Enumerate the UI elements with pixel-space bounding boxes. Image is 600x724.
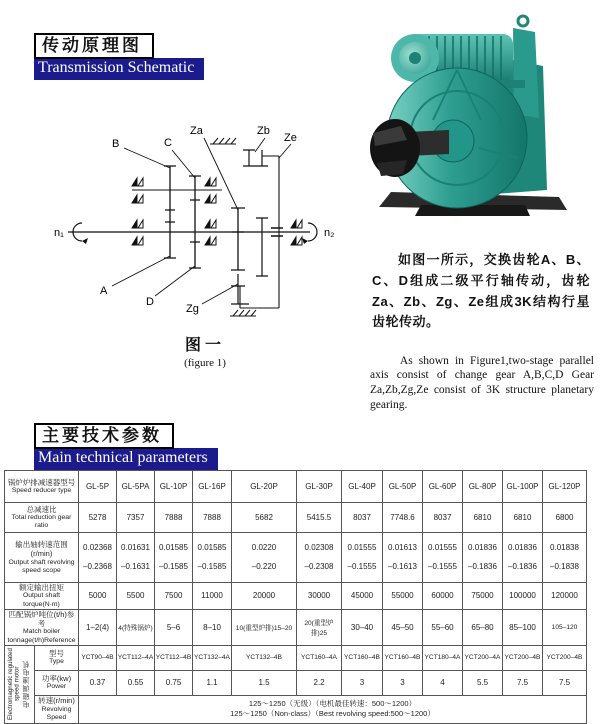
speed-scope-cell <box>117 533 155 583</box>
gear-label-ze: Ze <box>284 132 297 144</box>
motor-type-cell: YCT160–4B <box>383 645 423 670</box>
row-label-en: Total reduction gear ratio <box>11 514 72 530</box>
power-cell: 7.5 <box>543 670 587 695</box>
row-label-en: Speed reducer type <box>11 487 72 495</box>
ratio-cell: 7357 <box>117 503 155 533</box>
revolving-speed-cell <box>79 695 587 723</box>
output-speed-label-n2: n₂ <box>324 227 335 239</box>
speed-lower: –0.1613 <box>388 561 417 571</box>
table-row <box>5 503 587 533</box>
speed-scope-cell <box>383 533 423 583</box>
tonnage-cell: 65–80 <box>463 609 503 645</box>
speed-scope-cell <box>423 533 463 583</box>
row-label-cn: 匹配锅炉吨位(t/h)参考 <box>8 609 75 629</box>
model-column-header: GL-20P <box>232 471 297 503</box>
row-label <box>5 471 79 503</box>
speed-scope-cell <box>503 533 543 583</box>
ratio-cell: 5415.5 <box>297 503 342 533</box>
motor-type-cell: YCT90–4B <box>79 645 117 670</box>
parameters-table-wrap <box>4 470 587 724</box>
model-column-header: GL-40P <box>342 471 383 503</box>
table-row <box>5 471 587 503</box>
row-label-en: Revolving Speed <box>41 705 72 721</box>
tonnage-cell: 20(重型炉排)25 <box>297 609 342 645</box>
speed-lower: –0.1631 <box>121 561 150 571</box>
speed-scope-cell <box>193 533 232 583</box>
section1-title-cn: 传动原理图 <box>34 33 154 59</box>
row-label-cn: 功率(kw) <box>41 673 72 683</box>
speed-scope-cell <box>297 533 342 583</box>
row-label-en: Match boiler tonnage(t/h)Reference <box>7 628 76 644</box>
gear-label-b: B <box>112 138 120 150</box>
torque-cell: 30000 <box>297 583 342 610</box>
row-label-cn: 输出轴转速范围(r/min) <box>15 539 68 559</box>
motor-type-cell: YCT132–4B <box>232 645 297 670</box>
torque-cell: 7500 <box>155 583 193 610</box>
speed-lower: –0.1555 <box>347 561 377 571</box>
table-row <box>5 645 587 670</box>
model-column-header: GL-10P <box>155 471 193 503</box>
gear-label-zg: Zg <box>186 303 199 315</box>
power-cell: 0.55 <box>117 670 155 695</box>
row-label <box>5 503 79 533</box>
section2-title-cn: 主要技术参数 <box>34 423 174 449</box>
ratio-cell: 6800 <box>543 503 587 533</box>
ratio-cell: 7888 <box>193 503 232 533</box>
ratio-cell: 6810 <box>503 503 543 533</box>
row-label <box>35 695 79 723</box>
section1-title-en: Transmission Schematic <box>34 58 204 80</box>
ratio-cell: 7748.6 <box>383 503 423 533</box>
speed-upper: 0.01836 <box>508 542 537 552</box>
row-label-en: Power <box>46 683 67 691</box>
speed-upper: 0.0220 <box>251 542 277 552</box>
torque-cell: 55000 <box>383 583 423 610</box>
gear-label-a: A <box>100 285 108 297</box>
row-label <box>5 533 79 583</box>
tonnage-cell: 55–60 <box>423 609 463 645</box>
speed-scope-cell <box>463 533 503 583</box>
row-label-cn: 总减速比 <box>26 504 57 514</box>
figure-caption <box>130 332 280 369</box>
motor-type-cell: YCT200–4B <box>543 645 587 670</box>
speed-lower: –0.1836 <box>468 561 497 571</box>
row-label <box>35 645 79 670</box>
motor-type-cell: YCT112–4A <box>117 645 155 670</box>
speed-lower: –0.1836 <box>508 561 537 571</box>
row-label <box>5 609 79 645</box>
speed-upper: 0.01585 <box>197 542 227 552</box>
power-cell: 0.37 <box>79 670 117 695</box>
speed-upper: 0.01555 <box>347 542 377 552</box>
table-row <box>5 583 587 610</box>
torque-cell: 75000 <box>463 583 503 610</box>
torque-cell: 5000 <box>79 583 117 610</box>
motor-group-label-cn: 电磁调速电机 <box>22 660 30 709</box>
speed-scope-cell <box>155 533 193 583</box>
row-label <box>35 670 79 695</box>
motor-type-cell: YCT160–4B <box>342 645 383 670</box>
speed-lower: –0.1838 <box>550 561 579 571</box>
torque-cell: 20000 <box>232 583 297 610</box>
tonnage-cell: 30–40 <box>342 609 383 645</box>
torque-cell: 120000 <box>543 583 587 610</box>
speed-lower: –0.1585 <box>159 561 188 571</box>
table-row <box>5 695 587 723</box>
model-column-header: GL-30P <box>297 471 342 503</box>
torque-cell: 100000 <box>503 583 543 610</box>
model-column-header: GL-5P <box>79 471 117 503</box>
ratio-cell: 8037 <box>423 503 463 533</box>
model-column-header: GL-5PA <box>117 471 155 503</box>
ratio-cell: 7888 <box>155 503 193 533</box>
table-row <box>5 609 587 645</box>
torque-cell: 11000 <box>193 583 232 610</box>
description-cn: 如图一所示，交换齿轮A、B、C、D组成二级平行轴传动，齿轮Za、Zb、Zg、Ze组成3K结构行星齿轮传动。 <box>372 252 590 330</box>
description-en: As shown in Figure1,two-stage parallel axis consist of change gear A,B,C,D Gear Za,Zb,Zg,Ze consist of 3K structure planetary gearing. <box>370 354 594 412</box>
speed-upper: 0.01838 <box>550 542 579 552</box>
speed-lower: –0.1555 <box>428 561 457 571</box>
speed-lower: –0.2308 <box>304 561 334 571</box>
row-label-cn: 转速(r/min) <box>38 696 75 706</box>
gear-label-c: C <box>164 137 172 149</box>
gear-label-zb: Zb <box>257 125 270 137</box>
figure-caption-en: (figure 1) <box>184 357 226 369</box>
speed-upper: 0.01555 <box>428 542 457 552</box>
section-parameters-heading <box>34 423 218 470</box>
tonnage-cell: 105–120 <box>543 609 587 645</box>
motor-group-label-wrap <box>5 648 34 720</box>
power-cell: 2.2 <box>297 670 342 695</box>
model-column-header: GL-80P <box>463 471 503 503</box>
speed-scope-cell <box>232 533 297 583</box>
power-cell: 4 <box>423 670 463 695</box>
torque-cell: 60000 <box>423 583 463 610</box>
tonnage-cell: 8–10 <box>193 609 232 645</box>
revolving-speed-cn: 125～1250（无级）（电机最佳转速：500～1200） <box>248 699 417 709</box>
transmission-schematic-diagram <box>52 100 352 336</box>
gear-reducer-photo <box>363 8 591 220</box>
speed-upper: 0.01631 <box>121 542 150 552</box>
tonnage-cell: 85–100 <box>503 609 543 645</box>
ratio-cell: 5278 <box>79 503 117 533</box>
motor-type-cell: YCT132–4A <box>193 645 232 670</box>
speed-lower: –0.1585 <box>197 561 227 571</box>
speed-scope-cell <box>79 533 117 583</box>
motor-group-label-en: Electromagnetic regulated speed motor <box>6 648 20 721</box>
tonnage-cell: 10(重型炉排)15–20 <box>232 609 297 645</box>
motor-type-cell: YCT200–4A <box>463 645 503 670</box>
speed-scope-cell <box>543 533 587 583</box>
speed-upper: 0.02308 <box>304 542 334 552</box>
speed-upper: 0.02368 <box>83 542 112 552</box>
parameters-table-body <box>5 471 587 724</box>
parameters-table <box>4 470 587 724</box>
gear-label-za: Za <box>190 125 203 137</box>
model-column-header: GL-100P <box>503 471 543 503</box>
tonnage-cell: 5–6 <box>155 609 193 645</box>
motor-type-cell: YCT180–4A <box>423 645 463 670</box>
power-cell: 0.75 <box>155 670 193 695</box>
gear-label-d: D <box>146 296 154 308</box>
row-label-cn: 额定输出扭矩 <box>19 583 64 592</box>
section-transmission-heading <box>34 33 204 80</box>
speed-upper: 0.01836 <box>468 542 497 552</box>
tonnage-cell: 45–50 <box>383 609 423 645</box>
table-row <box>5 670 587 695</box>
ratio-cell: 8037 <box>342 503 383 533</box>
power-cell: 5.5 <box>463 670 503 695</box>
row-label-en: Output shaft torque(N·m) <box>22 592 61 608</box>
tonnage-cell: 1–2(4) <box>79 609 117 645</box>
model-column-header: GL-50P <box>383 471 423 503</box>
power-cell: 3 <box>342 670 383 695</box>
row-label-cn: 锅炉炉排减速器型号 <box>7 477 76 487</box>
speed-upper: 0.01585 <box>159 542 188 552</box>
torque-cell: 5500 <box>117 583 155 610</box>
ratio-cell: 6810 <box>463 503 503 533</box>
row-label-cn: 型号 <box>49 648 64 658</box>
power-cell: 3 <box>383 670 423 695</box>
speed-upper: 0.01613 <box>388 542 417 552</box>
motor-type-cell: YCT200–4B <box>503 645 543 670</box>
ratio-cell: 5682 <box>232 503 297 533</box>
speed-lower: –0.220 <box>251 561 277 571</box>
table-row <box>5 533 587 583</box>
power-cell: 7.5 <box>503 670 543 695</box>
power-cell: 1.1 <box>193 670 232 695</box>
tonnage-cell: 4(特殊锅炉) <box>117 609 155 645</box>
model-column-header: GL-16P <box>193 471 232 503</box>
motor-type-cell: YCT112–4B <box>155 645 193 670</box>
section2-title-en: Main technical parameters <box>34 448 218 470</box>
revolving-speed-en: 125～1250（Non-class）（Best revolving speed:500～1200） <box>230 709 435 719</box>
model-column-header: GL-60P <box>423 471 463 503</box>
row-label-en: Output shaft revolving speed scope <box>8 558 75 574</box>
speed-lower: –0.2368 <box>83 561 112 571</box>
power-cell: 1.5 <box>232 670 297 695</box>
figure-caption-cn: 图一 <box>184 337 225 354</box>
row-label-en: Type <box>49 658 64 666</box>
torque-cell: 45000 <box>342 583 383 610</box>
input-speed-label-n1: n₁ <box>54 227 64 239</box>
motor-type-cell: YCT160–4A <box>297 645 342 670</box>
speed-scope-cell <box>342 533 383 583</box>
model-column-header: GL-120P <box>543 471 587 503</box>
row-label <box>5 583 79 610</box>
motor-group-label <box>5 645 35 723</box>
